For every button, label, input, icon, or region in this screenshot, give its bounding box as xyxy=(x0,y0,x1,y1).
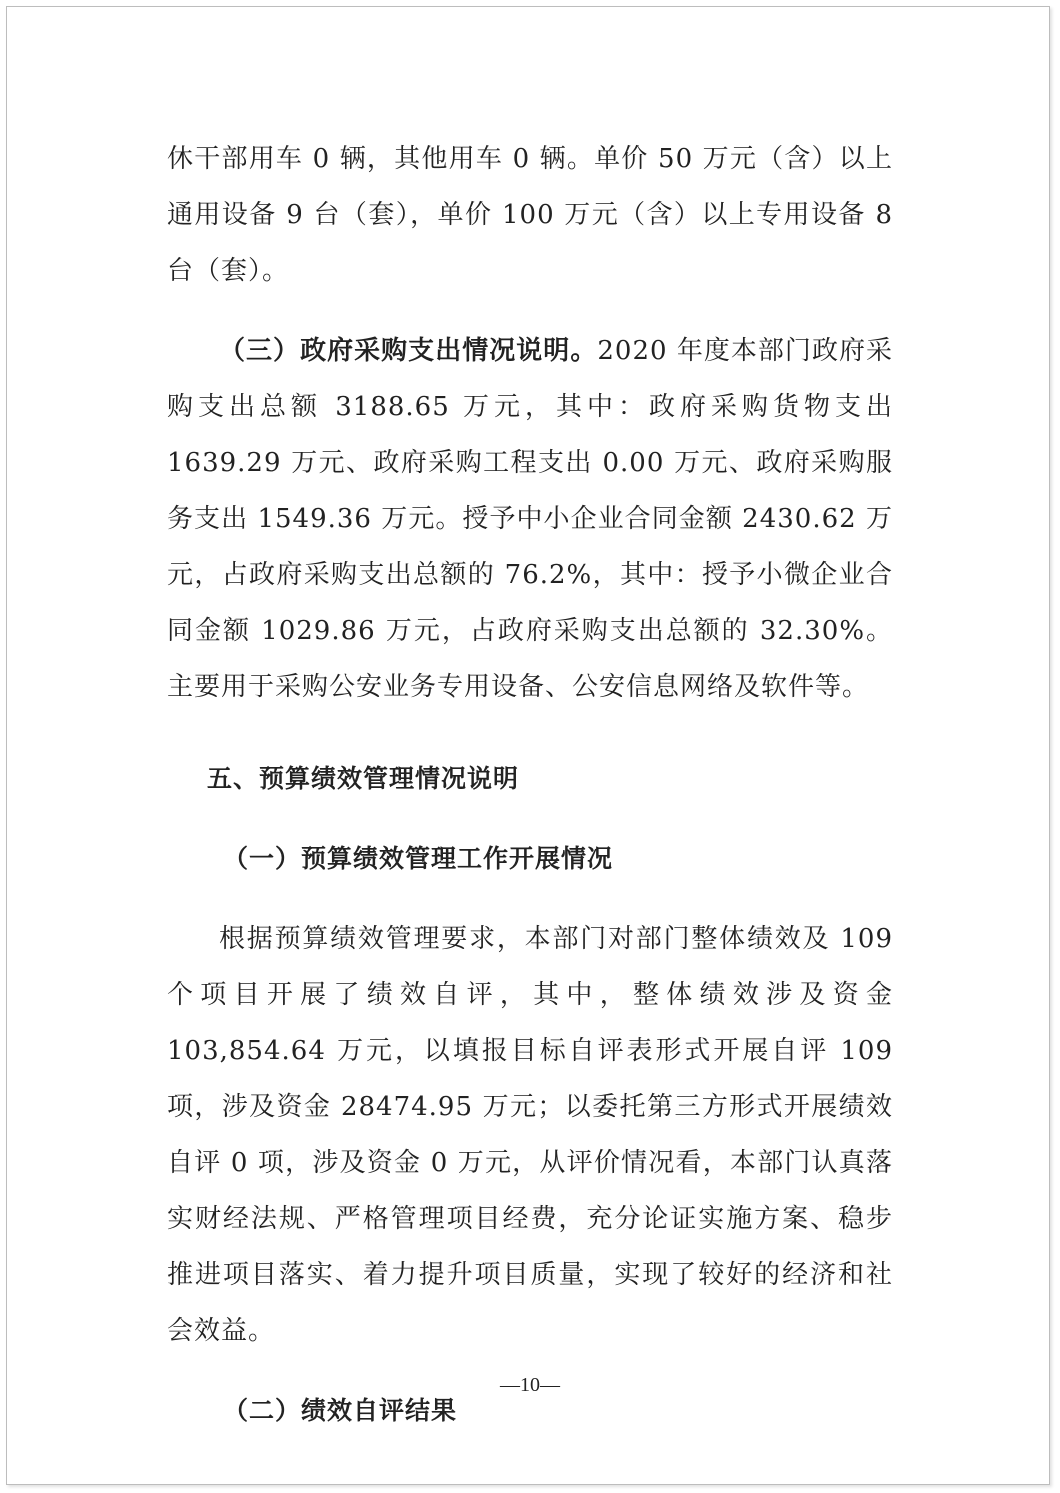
procurement-body: 2020 年度本部门政府采购支出总额 3188.65 万元，其中：政府采购货物支出 1639.29 万元、政府采购工程支出 0.00 万元、政府采购服务支出 1549.36 万元。授予中小企业合同金额 2430.62 万元，占政府采购支出总额的 76.2%，其中：授予小微企业合同金额 1029.86 万元，占政府采购支出总额的 32.30%。主要用于采购公安业务专用设备、公安信息网络及软件等。 xyxy=(167,336,893,702)
paragraph-performance-work: 根据预算绩效管理要求，本部门对部门整体绩效及 109 个项目开展了绩效自评，其中，整体绩效涉及资金 103,854.64 万元，以填报目标自评表形式开展自评 109 项，涉及资金 28474.95 万元；以委托第三方形式开展绩效自评 0 项，涉及资金 0 万元，从评价情况看，本部门认真落实财经法规、严格管理项目经费，充分论证实施方案、稳步推进项目落实、着力提升项目质量，实现了较好的经济和社会效益。 xyxy=(167,924,893,1346)
paragraph-procurement xyxy=(167,323,893,715)
subsection-heading-work: （一）预算绩效管理工作开展情况 xyxy=(223,844,614,873)
document-body xyxy=(167,131,893,1439)
page-number: —10— xyxy=(500,1374,560,1396)
subsection-heading-results: （二）绩效自评结果 xyxy=(223,1396,458,1425)
section-heading-performance: 五、预算绩效管理情况说明 xyxy=(207,764,520,793)
procurement-heading: （三）政府采购支出情况说明。 xyxy=(219,336,598,366)
paragraph-vehicles-equipment: 休干部用车 0 辆，其他用车 0 辆。单价 50 万元（含）以上通用设备 9 台（套），单价 100 万元（含）以上专用设备 8 台（套）。 xyxy=(167,144,893,286)
